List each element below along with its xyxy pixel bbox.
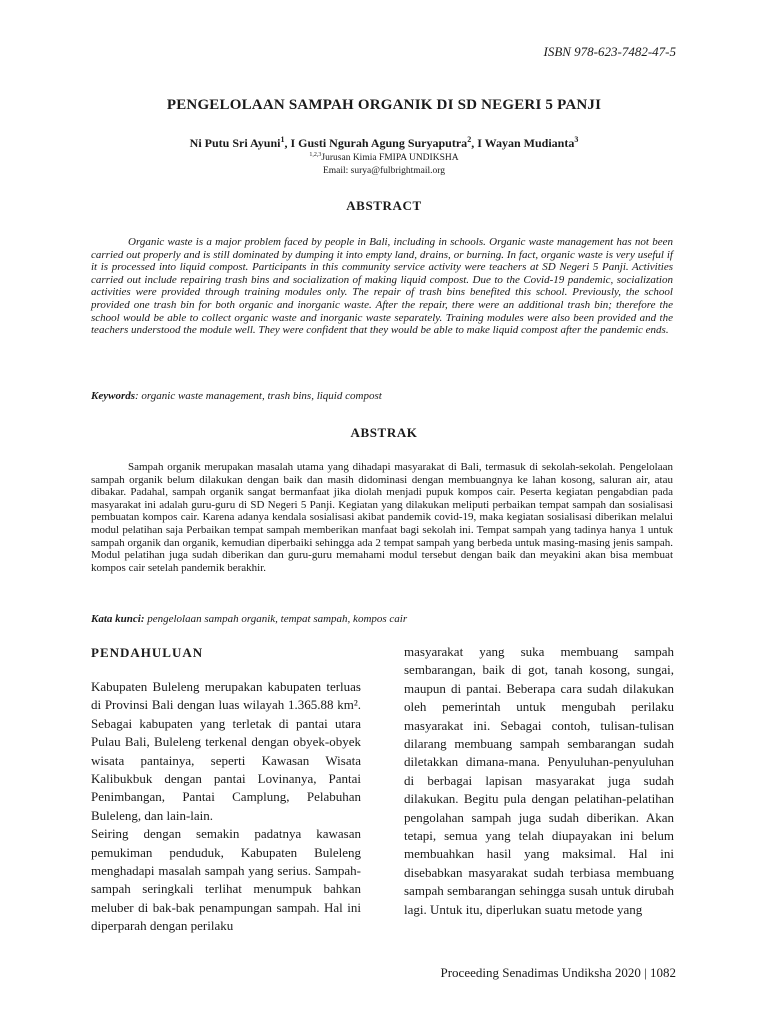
author-name: I Gusti Ngurah Agung Suryaputra [290,136,468,150]
author-name: Ni Putu Sri Ayuni [189,136,281,150]
keywords-label: Keywords [91,390,135,402]
affiliation [0,152,768,163]
contact-email: Email: surya@fulbrightmail.org [322,166,446,176]
intro-paragraph: Kabupaten Buleleng merupakan kabupaten terluas di Provinsi Bali dengan luas wilayah 1.365.88 km². Sebagai kabupaten yang terletak di pantai utara Pulau Bali, Buleleng terkenal dengan obyek-obyek wisata pantainya, seperti Kawasan Wisata Kalibukbuk dengan pantai Lovinanya, Pantai Penimbangan, Pantai Camplung, Pelabuhan Buleleng, dan lain-lain. [91,679,361,823]
intro-paragraph: Seiring dengan semakin padatnya kawasan pemukiman penduduk, Kabupaten Buleleng menghadapi masalah sampah yang serius. Sampah-sampah seringkali terlihat menumpuk bahkan meluber di bak-bak penampungan sampah. Hal ini diperparah dengan perilaku [91,826,361,934]
kata-kunci-label: Kata kunci: [91,613,145,625]
abstrak-body: Sampah organik merupakan masalah utama yang dihadapi masyarakat di Bali, termasuk di sekolah-sekolah. Pengelolaan sampah organik belum dilakukan dengan baik dan masih didominasi dengan membuangnya ke lahan kosong, saluran air, atau dibakar. Padahal, sampah organik sangat bermanfaat jika diolah menjadi pupuk kompos cair. Peserta kegiatan pengabdian pada masyarakat ini adalah guru-guru di SD Negeri 5 Panji. Kegiatan yang dilakukan meliputi perbaikan tempat sampah dan sosialisasi pembuatan kompos cair. Karena adanya kendala sosialisasi akibat pandemik covid-19, maka kegiatan sosialisasi diberikan melalui modul pelatihan saja Perbaikan tempat sampah memberikan manfaat bagi sekolah ini. Tempat sampah yang tadinya hanya 1 untuk sampah organik dan organik, kemudian diperbaiki sehingga ada 2 tempat sampah yang berbeda untuk masing-masing jenis sampah. Modul pelatihan juga sudah diberikan dan guru-guru memahami modul tersebut dengan baik dan meyakini akan bisa membuat kompos cair setelah pandemik berakhir. [91,461,673,574]
left-column [91,678,361,936]
abstrak-keywords [91,613,673,625]
author-mark: 1 [280,135,285,144]
paper-title: PENGELOLAAN SAMPAH ORGANIK DI SD NEGERI 5 PANJI [166,97,602,113]
affiliation-marks: 1,2,3 [309,152,322,158]
affiliation-text: Jurusan Kimia FMIPA UNDIKSHA [321,153,459,164]
author-separator: , [284,136,291,150]
isbn-header: ISBN 978-623-7482-47-5 [543,44,676,59]
abstrak-heading: ABSTRAK [350,425,418,440]
right-column [404,643,674,919]
section-heading-pendahuluan: PENDAHULUAN [91,645,204,660]
author-list [0,135,768,151]
abstract-heading: ABSTRACT [346,198,422,213]
author-mark: 3 [574,135,579,144]
abstract-keywords [91,390,673,402]
kata-kunci-text: pengelolaan sampah organik, tempat sampah, kompos cair [144,613,408,625]
abstract-body: Organic waste is a major problem faced by people in Bali, including in schools. Organic waste management has not been carried out properly and is still dominated by dumping it into empty land, drains, or burning. In fact, organic waste is very useful if it is processed into liquid compost. Participants in this community service activity were teachers at SD Negeri 5 Panji. Activities carried out include repairing trash bins and socialization of making liquid compost. Due to the Covid-19 pandemic, socialization activities were provided through training modules only. The repair of trash bins benefited this school. Previously, the school provided one trash bin for both organic and inorganic waste. After the repair, there were an additional trash bin; therefore the school would be able to collect organic waste and inorganic waste separately. Training modules were also been provided and the teachers understood the module well. They were confident that they would be able to make liquid compost after the pandemic ends. [91,236,673,337]
intro-paragraph: masyarakat yang suka membuang sampah sembarangan, baik di got, tanah kosong, sungai, maupun di pantai. Beberapa cara sudah dilakukan oleh pemerintah untuk mengubah perilaku masyarakat ini. Sebagai contoh, tulisan-tulisan dilarang membuang sampah sembarangan sudah diletakkan dimana-mana. Penyuluhan-penyuluhan di berbagai lapisan masyarakat juga sudah dilakukan. Begitu pula dengan pelatihan-pelatihan pengolahan sampah juga sudah diberikan. Akan tetapi, semua yang telah diupayakan ini belum membuahkan hasil yang maksimal. Hal ini disebabkan masyarakat sudah terbiasa membuang sampah sembarangan sehingga susah untuk dirubah lagi. Untuk itu, diperlukan suatu metode yang [404,644,674,917]
author-separator: , [471,136,478,150]
author-name: I Wayan Mudianta [477,136,575,150]
author-mark: 2 [467,135,472,144]
keywords-text: : organic waste management, trash bins, liquid compost [135,390,382,402]
page-footer: Proceeding Senadimas Undiksha 2020 | 1082 [440,965,676,980]
